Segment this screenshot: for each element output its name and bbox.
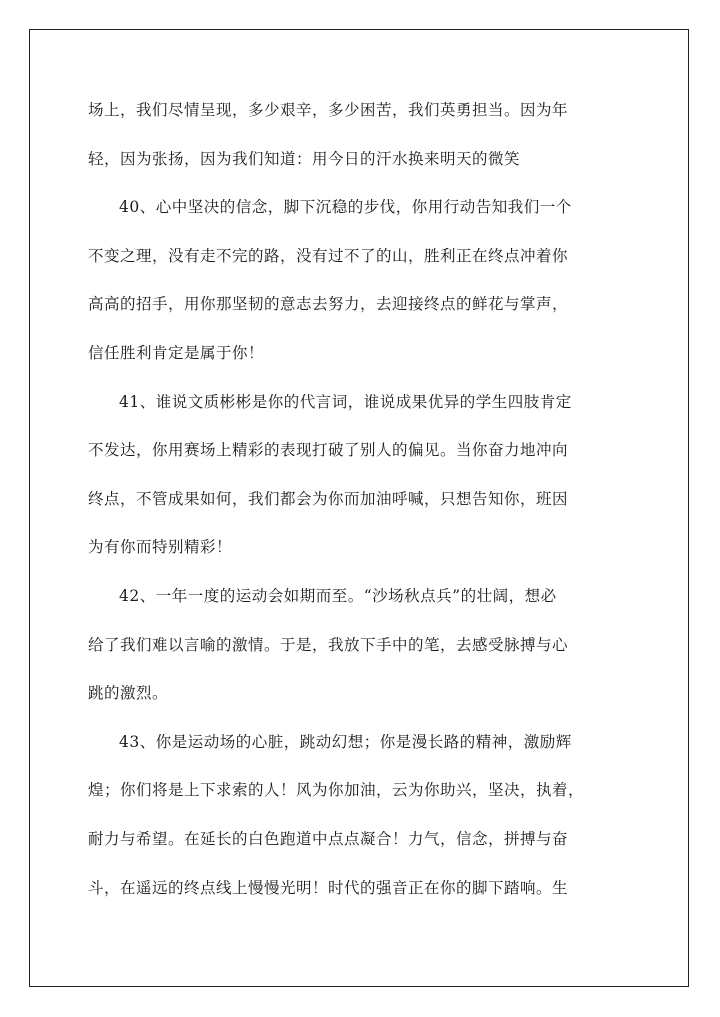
paragraph-43 [88,724,636,918]
paragraph-continued [88,92,636,189]
text-line: 轻，因为张扬，因为我们知道：用今日的汗水换来明天的微笑 [88,149,521,168]
paragraph-41 [88,384,636,578]
text-line: 跳的激烈。 [88,684,169,703]
paragraph-42 [88,578,636,724]
text-line: 场上，我们尽情呈现，多少艰辛，多少困苦，我们英勇担当。因为年 [88,101,569,119]
text-line: 43、你是运动场的心脏，跳动幻想；你是漫长路的精神，激励辉 [119,732,572,751]
text-line: 42、一年一度的运动会如期而至。“沙场秋点兵”的壮阔，想必 [119,586,557,605]
text-line: 不发达，你用赛场上精彩的表现打破了别人的偏见。当你奋力地冲向 [88,441,569,460]
text-line: 40、心中坚决的信念，脚下沉稳的步伐，你用行动告知我们一个 [119,198,572,217]
text-line: 终点，不管成果如何，我们都会为你而加油呼喊，只想告知你，班因 [88,489,569,508]
document-body [88,92,636,918]
text-line: 不变之理，没有走不完的路，没有过不了的山，胜利正在终点冲着你 [88,246,569,265]
text-line: 煌；你们将是上下求索的人！风为你加油，云为你助兴，坚决，执着， [88,781,585,800]
text-line: 给了我们难以言喻的激情。于是，我放下手中的笔，去感受脉搏与心 [88,635,569,654]
text-line: 斗，在遥远的终点线上慢慢光明！时代的强音正在你的脚下踏响。生 [88,878,569,897]
paragraph-40 [88,189,636,383]
text-line: 为有你而特别精彩！ [88,538,233,557]
text-line: 41、谁说文质彬彬是你的代言词，谁说成果优异的学生四肢肯定 [119,392,572,411]
text-line: 耐力与希望。在延长的白色跑道中点点凝合！力气，信念，拼搏与奋 [88,829,569,848]
text-line: 高高的招手，用你那坚韧的意志去努力，去迎接终点的鲜花与掌声， [88,295,569,314]
text-line: 信任胜利肯定是属于你！ [88,343,265,362]
